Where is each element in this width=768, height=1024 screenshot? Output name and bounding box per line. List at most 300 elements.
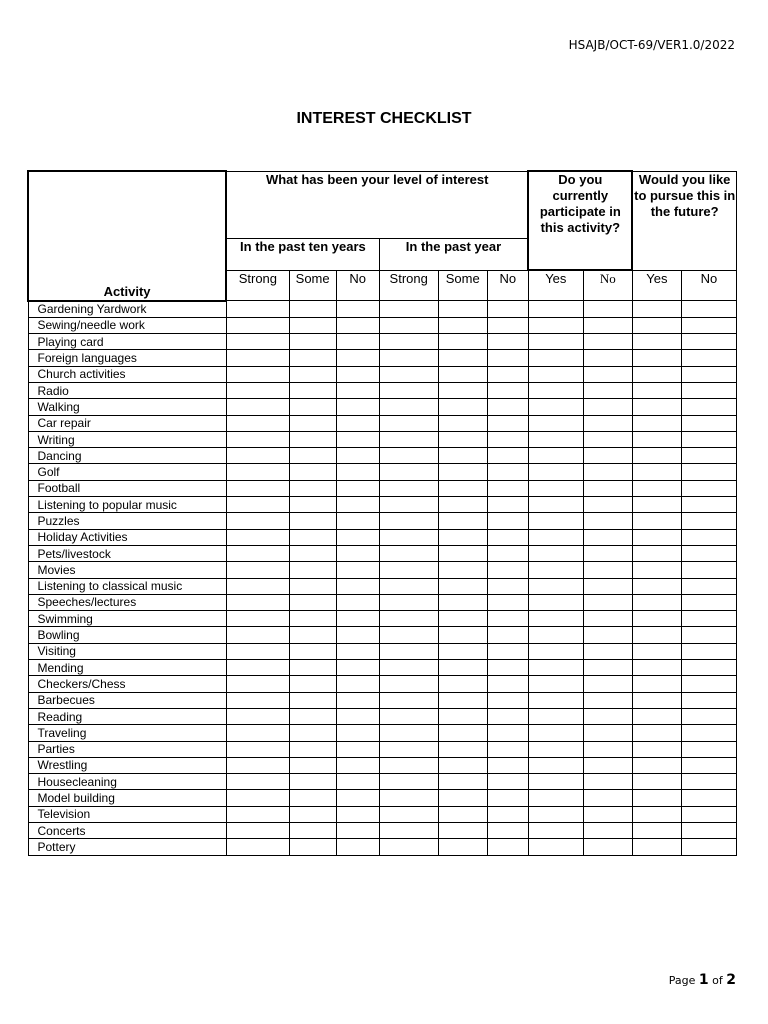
checkbox-cell[interactable]: [226, 741, 289, 757]
checkbox-cell[interactable]: [379, 382, 438, 398]
checkbox-cell[interactable]: [583, 366, 632, 382]
checkbox-cell[interactable]: [487, 708, 528, 724]
checkbox-cell[interactable]: [379, 399, 438, 415]
checkbox-cell[interactable]: [632, 643, 681, 659]
checkbox-cell[interactable]: [681, 431, 736, 447]
checkbox-cell[interactable]: [379, 334, 438, 350]
checkbox-cell[interactable]: [528, 448, 583, 464]
checkbox-cell[interactable]: [528, 660, 583, 676]
checkbox-cell[interactable]: [226, 790, 289, 806]
checkbox-cell[interactable]: [438, 578, 487, 594]
checkbox-cell[interactable]: [438, 611, 487, 627]
checkbox-cell[interactable]: [226, 545, 289, 561]
checkbox-cell[interactable]: [632, 676, 681, 692]
checkbox-cell[interactable]: [487, 529, 528, 545]
checkbox-cell[interactable]: [289, 676, 336, 692]
checkbox-cell[interactable]: [632, 660, 681, 676]
checkbox-cell[interactable]: [289, 513, 336, 529]
checkbox-cell[interactable]: [487, 692, 528, 708]
checkbox-cell[interactable]: [583, 301, 632, 318]
checkbox-cell[interactable]: [336, 692, 379, 708]
checkbox-cell[interactable]: [289, 480, 336, 496]
checkbox-cell[interactable]: [583, 415, 632, 431]
checkbox-cell[interactable]: [289, 741, 336, 757]
checkbox-cell[interactable]: [379, 774, 438, 790]
checkbox-cell[interactable]: [289, 611, 336, 627]
checkbox-cell[interactable]: [336, 708, 379, 724]
checkbox-cell[interactable]: [226, 676, 289, 692]
checkbox-cell[interactable]: [528, 741, 583, 757]
checkbox-cell[interactable]: [438, 757, 487, 773]
checkbox-cell[interactable]: [379, 513, 438, 529]
checkbox-cell[interactable]: [289, 594, 336, 610]
checkbox-cell[interactable]: [487, 741, 528, 757]
checkbox-cell[interactable]: [289, 643, 336, 659]
checkbox-cell[interactable]: [289, 725, 336, 741]
checkbox-cell[interactable]: [379, 806, 438, 822]
checkbox-cell[interactable]: [632, 497, 681, 513]
checkbox-cell[interactable]: [379, 741, 438, 757]
checkbox-cell[interactable]: [336, 757, 379, 773]
checkbox-cell[interactable]: [487, 660, 528, 676]
checkbox-cell[interactable]: [379, 529, 438, 545]
checkbox-cell[interactable]: [487, 399, 528, 415]
checkbox-cell[interactable]: [583, 529, 632, 545]
checkbox-cell[interactable]: [487, 790, 528, 806]
checkbox-cell[interactable]: [681, 415, 736, 431]
checkbox-cell[interactable]: [289, 545, 336, 561]
checkbox-cell[interactable]: [681, 676, 736, 692]
checkbox-cell[interactable]: [487, 448, 528, 464]
checkbox-cell[interactable]: [379, 545, 438, 561]
checkbox-cell[interactable]: [632, 708, 681, 724]
checkbox-cell[interactable]: [583, 806, 632, 822]
checkbox-cell[interactable]: [487, 301, 528, 318]
checkbox-cell[interactable]: [632, 448, 681, 464]
checkbox-cell[interactable]: [681, 627, 736, 643]
checkbox-cell[interactable]: [487, 382, 528, 398]
checkbox-cell[interactable]: [583, 627, 632, 643]
checkbox-cell[interactable]: [336, 415, 379, 431]
checkbox-cell[interactable]: [379, 627, 438, 643]
checkbox-cell[interactable]: [528, 676, 583, 692]
checkbox-cell[interactable]: [438, 399, 487, 415]
checkbox-cell[interactable]: [289, 464, 336, 480]
checkbox-cell[interactable]: [632, 545, 681, 561]
checkbox-cell[interactable]: [632, 301, 681, 318]
checkbox-cell[interactable]: [528, 627, 583, 643]
checkbox-cell[interactable]: [438, 464, 487, 480]
checkbox-cell[interactable]: [336, 660, 379, 676]
checkbox-cell[interactable]: [681, 562, 736, 578]
checkbox-cell[interactable]: [289, 660, 336, 676]
checkbox-cell[interactable]: [528, 497, 583, 513]
checkbox-cell[interactable]: [528, 350, 583, 366]
checkbox-cell[interactable]: [226, 382, 289, 398]
checkbox-cell[interactable]: [336, 594, 379, 610]
checkbox-cell[interactable]: [487, 676, 528, 692]
checkbox-cell[interactable]: [226, 708, 289, 724]
checkbox-cell[interactable]: [632, 350, 681, 366]
checkbox-cell[interactable]: [289, 627, 336, 643]
checkbox-cell[interactable]: [336, 611, 379, 627]
checkbox-cell[interactable]: [438, 839, 487, 855]
checkbox-cell[interactable]: [226, 317, 289, 333]
checkbox-cell[interactable]: [632, 529, 681, 545]
checkbox-cell[interactable]: [632, 839, 681, 855]
checkbox-cell[interactable]: [583, 334, 632, 350]
checkbox-cell[interactable]: [289, 757, 336, 773]
checkbox-cell[interactable]: [681, 839, 736, 855]
checkbox-cell[interactable]: [528, 317, 583, 333]
checkbox-cell[interactable]: [528, 692, 583, 708]
checkbox-cell[interactable]: [289, 301, 336, 318]
checkbox-cell[interactable]: [583, 578, 632, 594]
checkbox-cell[interactable]: [681, 545, 736, 561]
checkbox-cell[interactable]: [226, 366, 289, 382]
checkbox-cell[interactable]: [438, 448, 487, 464]
checkbox-cell[interactable]: [528, 839, 583, 855]
checkbox-cell[interactable]: [583, 497, 632, 513]
checkbox-cell[interactable]: [528, 334, 583, 350]
checkbox-cell[interactable]: [438, 692, 487, 708]
checkbox-cell[interactable]: [583, 382, 632, 398]
checkbox-cell[interactable]: [379, 317, 438, 333]
checkbox-cell[interactable]: [289, 839, 336, 855]
checkbox-cell[interactable]: [528, 611, 583, 627]
checkbox-cell[interactable]: [583, 513, 632, 529]
checkbox-cell[interactable]: [681, 594, 736, 610]
checkbox-cell[interactable]: [583, 643, 632, 659]
checkbox-cell[interactable]: [632, 741, 681, 757]
checkbox-cell[interactable]: [681, 301, 736, 318]
checkbox-cell[interactable]: [438, 806, 487, 822]
checkbox-cell[interactable]: [528, 301, 583, 318]
checkbox-cell[interactable]: [289, 366, 336, 382]
checkbox-cell[interactable]: [528, 529, 583, 545]
checkbox-cell[interactable]: [379, 692, 438, 708]
checkbox-cell[interactable]: [487, 480, 528, 496]
checkbox-cell[interactable]: [487, 497, 528, 513]
checkbox-cell[interactable]: [289, 415, 336, 431]
checkbox-cell[interactable]: [528, 513, 583, 529]
checkbox-cell[interactable]: [632, 692, 681, 708]
checkbox-cell[interactable]: [632, 757, 681, 773]
checkbox-cell[interactable]: [336, 448, 379, 464]
checkbox-cell[interactable]: [379, 464, 438, 480]
checkbox-cell[interactable]: [438, 562, 487, 578]
checkbox-cell[interactable]: [226, 350, 289, 366]
checkbox-cell[interactable]: [226, 399, 289, 415]
checkbox-cell[interactable]: [226, 757, 289, 773]
checkbox-cell[interactable]: [487, 643, 528, 659]
checkbox-cell[interactable]: [681, 399, 736, 415]
checkbox-cell[interactable]: [438, 497, 487, 513]
checkbox-cell[interactable]: [681, 513, 736, 529]
checkbox-cell[interactable]: [438, 676, 487, 692]
checkbox-cell[interactable]: [583, 562, 632, 578]
checkbox-cell[interactable]: [632, 415, 681, 431]
checkbox-cell[interactable]: [379, 578, 438, 594]
checkbox-cell[interactable]: [226, 725, 289, 741]
checkbox-cell[interactable]: [438, 529, 487, 545]
checkbox-cell[interactable]: [289, 823, 336, 839]
checkbox-cell[interactable]: [289, 529, 336, 545]
checkbox-cell[interactable]: [336, 497, 379, 513]
checkbox-cell[interactable]: [226, 480, 289, 496]
checkbox-cell[interactable]: [487, 757, 528, 773]
checkbox-cell[interactable]: [528, 382, 583, 398]
checkbox-cell[interactable]: [289, 350, 336, 366]
checkbox-cell[interactable]: [438, 334, 487, 350]
checkbox-cell[interactable]: [438, 708, 487, 724]
checkbox-cell[interactable]: [583, 790, 632, 806]
checkbox-cell[interactable]: [487, 627, 528, 643]
checkbox-cell[interactable]: [336, 741, 379, 757]
checkbox-cell[interactable]: [528, 562, 583, 578]
checkbox-cell[interactable]: [336, 513, 379, 529]
checkbox-cell[interactable]: [226, 448, 289, 464]
checkbox-cell[interactable]: [528, 774, 583, 790]
checkbox-cell[interactable]: [487, 594, 528, 610]
checkbox-cell[interactable]: [632, 513, 681, 529]
checkbox-cell[interactable]: [487, 774, 528, 790]
checkbox-cell[interactable]: [379, 497, 438, 513]
checkbox-cell[interactable]: [583, 774, 632, 790]
checkbox-cell[interactable]: [583, 448, 632, 464]
checkbox-cell[interactable]: [583, 757, 632, 773]
checkbox-cell[interactable]: [632, 334, 681, 350]
checkbox-cell[interactable]: [336, 790, 379, 806]
checkbox-cell[interactable]: [681, 692, 736, 708]
checkbox-cell[interactable]: [681, 578, 736, 594]
checkbox-cell[interactable]: [336, 382, 379, 398]
checkbox-cell[interactable]: [379, 611, 438, 627]
checkbox-cell[interactable]: [583, 431, 632, 447]
checkbox-cell[interactable]: [379, 757, 438, 773]
checkbox-cell[interactable]: [336, 464, 379, 480]
checkbox-cell[interactable]: [226, 497, 289, 513]
checkbox-cell[interactable]: [289, 790, 336, 806]
checkbox-cell[interactable]: [438, 660, 487, 676]
checkbox-cell[interactable]: [289, 334, 336, 350]
checkbox-cell[interactable]: [336, 839, 379, 855]
checkbox-cell[interactable]: [681, 725, 736, 741]
checkbox-cell[interactable]: [379, 431, 438, 447]
checkbox-cell[interactable]: [632, 317, 681, 333]
checkbox-cell[interactable]: [528, 757, 583, 773]
checkbox-cell[interactable]: [487, 464, 528, 480]
checkbox-cell[interactable]: [528, 643, 583, 659]
checkbox-cell[interactable]: [438, 627, 487, 643]
checkbox-cell[interactable]: [583, 464, 632, 480]
checkbox-cell[interactable]: [438, 480, 487, 496]
checkbox-cell[interactable]: [528, 415, 583, 431]
checkbox-cell[interactable]: [632, 399, 681, 415]
checkbox-cell[interactable]: [487, 725, 528, 741]
checkbox-cell[interactable]: [336, 480, 379, 496]
checkbox-cell[interactable]: [336, 334, 379, 350]
checkbox-cell[interactable]: [583, 692, 632, 708]
checkbox-cell[interactable]: [632, 464, 681, 480]
checkbox-cell[interactable]: [438, 382, 487, 398]
checkbox-cell[interactable]: [632, 611, 681, 627]
checkbox-cell[interactable]: [379, 790, 438, 806]
checkbox-cell[interactable]: [681, 757, 736, 773]
checkbox-cell[interactable]: [487, 334, 528, 350]
checkbox-cell[interactable]: [226, 774, 289, 790]
checkbox-cell[interactable]: [226, 334, 289, 350]
checkbox-cell[interactable]: [289, 774, 336, 790]
checkbox-cell[interactable]: [289, 317, 336, 333]
checkbox-cell[interactable]: [632, 382, 681, 398]
checkbox-cell[interactable]: [226, 660, 289, 676]
checkbox-cell[interactable]: [379, 643, 438, 659]
checkbox-cell[interactable]: [289, 578, 336, 594]
checkbox-cell[interactable]: [632, 627, 681, 643]
checkbox-cell[interactable]: [487, 431, 528, 447]
checkbox-cell[interactable]: [681, 774, 736, 790]
checkbox-cell[interactable]: [528, 594, 583, 610]
checkbox-cell[interactable]: [438, 431, 487, 447]
checkbox-cell[interactable]: [583, 839, 632, 855]
checkbox-cell[interactable]: [438, 741, 487, 757]
checkbox-cell[interactable]: [289, 497, 336, 513]
checkbox-cell[interactable]: [583, 823, 632, 839]
checkbox-cell[interactable]: [336, 317, 379, 333]
checkbox-cell[interactable]: [336, 676, 379, 692]
checkbox-cell[interactable]: [681, 823, 736, 839]
checkbox-cell[interactable]: [226, 611, 289, 627]
checkbox-cell[interactable]: [336, 431, 379, 447]
checkbox-cell[interactable]: [528, 399, 583, 415]
checkbox-cell[interactable]: [438, 317, 487, 333]
checkbox-cell[interactable]: [438, 774, 487, 790]
checkbox-cell[interactable]: [438, 513, 487, 529]
checkbox-cell[interactable]: [528, 431, 583, 447]
checkbox-cell[interactable]: [226, 578, 289, 594]
checkbox-cell[interactable]: [632, 790, 681, 806]
checkbox-cell[interactable]: [583, 317, 632, 333]
checkbox-cell[interactable]: [438, 545, 487, 561]
checkbox-cell[interactable]: [487, 806, 528, 822]
checkbox-cell[interactable]: [487, 839, 528, 855]
checkbox-cell[interactable]: [681, 334, 736, 350]
checkbox-cell[interactable]: [289, 399, 336, 415]
checkbox-cell[interactable]: [226, 594, 289, 610]
checkbox-cell[interactable]: [226, 431, 289, 447]
checkbox-cell[interactable]: [583, 660, 632, 676]
checkbox-cell[interactable]: [438, 725, 487, 741]
checkbox-cell[interactable]: [487, 578, 528, 594]
checkbox-cell[interactable]: [336, 399, 379, 415]
checkbox-cell[interactable]: [438, 350, 487, 366]
checkbox-cell[interactable]: [289, 708, 336, 724]
checkbox-cell[interactable]: [226, 562, 289, 578]
checkbox-cell[interactable]: [336, 806, 379, 822]
checkbox-cell[interactable]: [632, 725, 681, 741]
checkbox-cell[interactable]: [226, 643, 289, 659]
checkbox-cell[interactable]: [379, 823, 438, 839]
checkbox-cell[interactable]: [289, 692, 336, 708]
checkbox-cell[interactable]: [583, 708, 632, 724]
checkbox-cell[interactable]: [528, 708, 583, 724]
checkbox-cell[interactable]: [438, 301, 487, 318]
checkbox-cell[interactable]: [379, 480, 438, 496]
checkbox-cell[interactable]: [528, 578, 583, 594]
checkbox-cell[interactable]: [583, 399, 632, 415]
checkbox-cell[interactable]: [632, 578, 681, 594]
checkbox-cell[interactable]: [632, 366, 681, 382]
checkbox-cell[interactable]: [336, 643, 379, 659]
checkbox-cell[interactable]: [336, 823, 379, 839]
checkbox-cell[interactable]: [583, 594, 632, 610]
checkbox-cell[interactable]: [379, 594, 438, 610]
checkbox-cell[interactable]: [379, 448, 438, 464]
checkbox-cell[interactable]: [487, 611, 528, 627]
checkbox-cell[interactable]: [289, 806, 336, 822]
checkbox-cell[interactable]: [528, 366, 583, 382]
checkbox-cell[interactable]: [487, 415, 528, 431]
checkbox-cell[interactable]: [681, 382, 736, 398]
checkbox-cell[interactable]: [336, 774, 379, 790]
checkbox-cell[interactable]: [681, 741, 736, 757]
checkbox-cell[interactable]: [379, 366, 438, 382]
checkbox-cell[interactable]: [583, 741, 632, 757]
checkbox-cell[interactable]: [226, 415, 289, 431]
checkbox-cell[interactable]: [379, 350, 438, 366]
checkbox-cell[interactable]: [336, 366, 379, 382]
checkbox-cell[interactable]: [289, 431, 336, 447]
checkbox-cell[interactable]: [336, 562, 379, 578]
checkbox-cell[interactable]: [336, 301, 379, 318]
checkbox-cell[interactable]: [226, 464, 289, 480]
checkbox-cell[interactable]: [379, 562, 438, 578]
checkbox-cell[interactable]: [583, 676, 632, 692]
checkbox-cell[interactable]: [226, 627, 289, 643]
checkbox-cell[interactable]: [681, 708, 736, 724]
checkbox-cell[interactable]: [528, 480, 583, 496]
checkbox-cell[interactable]: [487, 562, 528, 578]
checkbox-cell[interactable]: [289, 562, 336, 578]
checkbox-cell[interactable]: [438, 790, 487, 806]
checkbox-cell[interactable]: [289, 448, 336, 464]
checkbox-cell[interactable]: [528, 823, 583, 839]
checkbox-cell[interactable]: [528, 545, 583, 561]
checkbox-cell[interactable]: [379, 415, 438, 431]
checkbox-cell[interactable]: [528, 725, 583, 741]
checkbox-cell[interactable]: [438, 643, 487, 659]
checkbox-cell[interactable]: [583, 611, 632, 627]
checkbox-cell[interactable]: [632, 806, 681, 822]
checkbox-cell[interactable]: [681, 529, 736, 545]
checkbox-cell[interactable]: [438, 366, 487, 382]
checkbox-cell[interactable]: [487, 317, 528, 333]
checkbox-cell[interactable]: [226, 301, 289, 318]
checkbox-cell[interactable]: [681, 643, 736, 659]
checkbox-cell[interactable]: [289, 382, 336, 398]
checkbox-cell[interactable]: [632, 480, 681, 496]
checkbox-cell[interactable]: [487, 350, 528, 366]
checkbox-cell[interactable]: [336, 545, 379, 561]
checkbox-cell[interactable]: [528, 806, 583, 822]
checkbox-cell[interactable]: [336, 578, 379, 594]
checkbox-cell[interactable]: [681, 497, 736, 513]
checkbox-cell[interactable]: [336, 529, 379, 545]
checkbox-cell[interactable]: [336, 350, 379, 366]
checkbox-cell[interactable]: [632, 562, 681, 578]
checkbox-cell[interactable]: [681, 464, 736, 480]
